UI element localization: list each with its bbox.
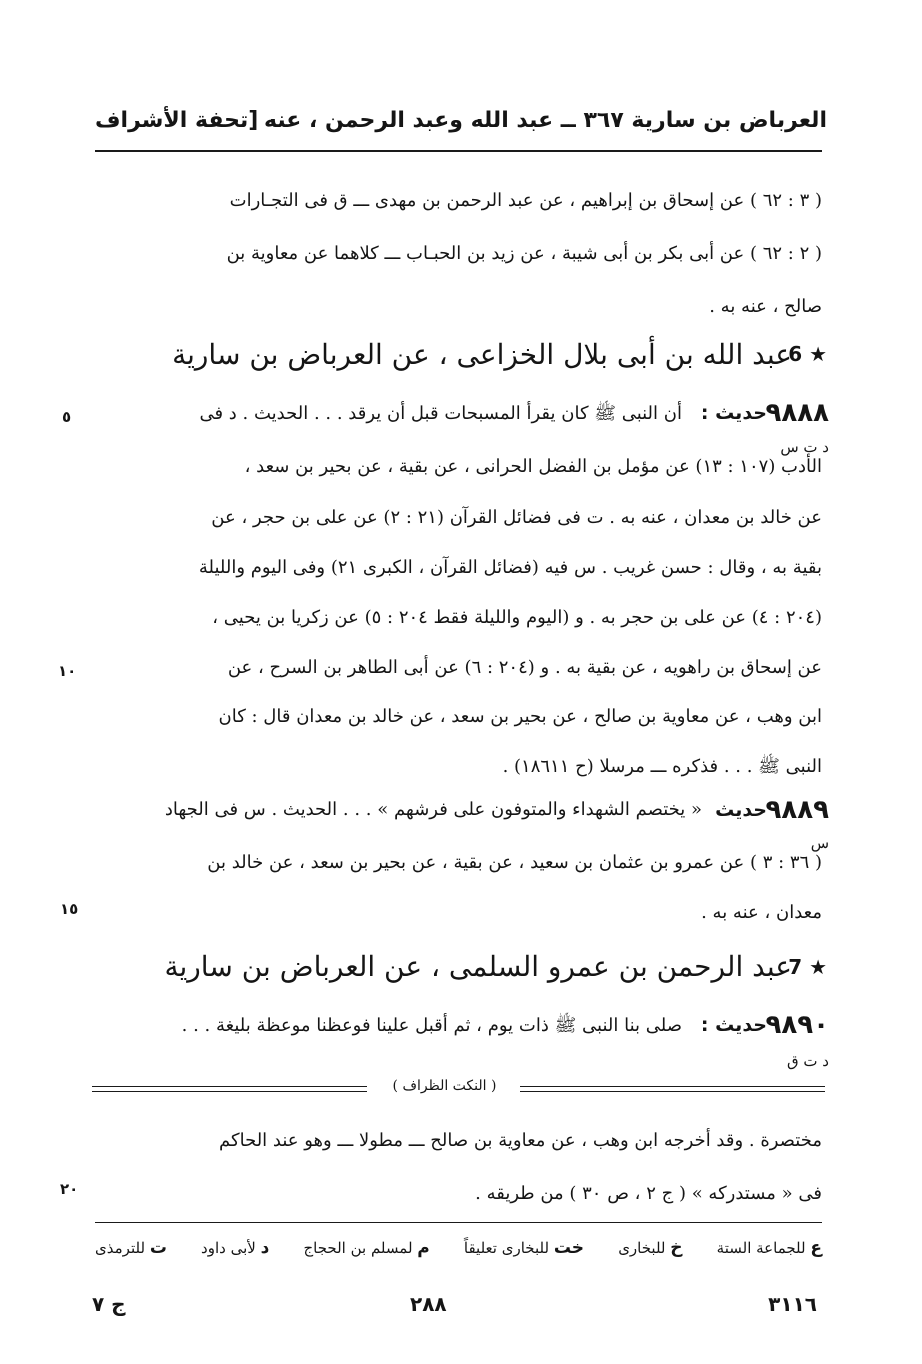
hadith-text: صلى بنا النبى ﷺ ذات يوم ، ثم أقبل علينا فوعظنا موعظة بليغة . . . (181, 1015, 682, 1036)
hadith-text: « يختصم الشهداء والمتوفون على فرشهم » . . . الحديث . س فى الجهاد (164, 799, 702, 820)
hadith-number: ٩٨٨٩ (765, 795, 829, 825)
line-number-margin: ١٥ (60, 900, 79, 918)
hadith-number: ٩٨٩٠ (765, 1010, 829, 1040)
hadith-sigla: س (810, 834, 829, 852)
text-line: (٢٠٤ : ٤) عن على بن حجر به . و (اليوم والليلة فقط ٢٠٤ : ٥) عن زكريا بن يحيى ، (212, 607, 822, 628)
header-rule (95, 150, 822, 152)
text-line: ( ٢ : ٦٢ ) عن أبى بكر بن أبى شيبة ، عن زيد بن الحبـاب ـــ كلاهما عن معاوية بن (226, 243, 822, 264)
hadith-sigla: د ت س (780, 438, 829, 456)
text-line: صالح ، عنه به . (709, 296, 822, 317)
section-heading: عبد الرحمن بن عمرو السلمى ، عن العرباض بن سارية (164, 950, 792, 983)
abbreviations-rule (95, 1222, 822, 1223)
nukat-divider-left (92, 1091, 367, 1092)
text-line: ( ٣٦ : ٣ ) عن عمرو بن عثمان بن سعيد ، عن بقية ، عن بحير بن سعد ، عن خالد بن (207, 852, 822, 873)
text-line: النبى ﷺ . . . فذكره ـــ مرسلا (ح ١٨٦١١) . (502, 756, 822, 777)
abbreviation-item: ت للترمذى (95, 1238, 167, 1258)
line-number-margin: ٢٠ (60, 1180, 79, 1198)
abbreviation-item: خ للبخارى (618, 1238, 683, 1258)
abbreviation-item: ع للجماعة الستة (716, 1238, 822, 1258)
text-line: ابن وهب ، عن معاوية بن صالح ، عن بحير بن سعد ، عن خالد بن معدان قال : كان (218, 706, 822, 727)
hadith-label: حديث (715, 799, 767, 821)
nukat-title: ( النكت الظراف ) (392, 1078, 497, 1094)
nukat-line: فى « مستدركه » ( ج ٢ ، ص ٣٠ ) من طريقه . (475, 1183, 822, 1204)
text-line: الأدب (١٠٧ : ١٣) عن مؤمل بن الفضل الحرانى ، عن بقية ، عن بحير بن سعد ، (244, 456, 822, 477)
hadith-number: ٩٨٨٨ (765, 398, 829, 428)
hadith-text: أن النبى ﷺ كان يقرأ المسبحات قبل أن يرقد . . . الحديث . د فى (199, 403, 682, 424)
text-line: معدان ، عنه به . (701, 902, 822, 923)
section-marker: 7 ★ (788, 955, 827, 979)
text-line: بقية به ، وقال : حسن غريب . س فيه (فضائل القرآن ، الكبرى ٢١) وفى اليوم والليلة (198, 557, 822, 578)
running-header-left: [تحفة الأشراف (95, 108, 259, 133)
hadith-sigla: د ت ق (787, 1052, 829, 1070)
abbreviation-item: د لأبى داود (201, 1238, 270, 1258)
text-line: ( ٣ : ٦٢ ) عن إسحاق بن إبراهيم ، عن عبد الرحمن بن مهدى ـــ ق فى التجـارات (229, 190, 822, 211)
section-marker: 6 ★ (788, 342, 827, 366)
nukat-divider-right (520, 1086, 825, 1087)
nukat-line: مختصرة . وقد أخرجه ابن وهب ، عن معاوية بن صالح ـــ مطولا ـــ وهو عند الحاكم (219, 1130, 822, 1151)
nukat-divider-left (92, 1086, 367, 1087)
text-line: عن خالد بن معدان ، عنه به . ت فى فضائل القرآن (٢١ : ٢) عن على بن حجر ، عن (211, 507, 822, 528)
text-line: عن إسحاق بن راهويه ، عن بقية به . و (٢٠٤ : ٦) عن أبى الطاهر بن السرح ، عن (227, 657, 822, 678)
line-number-margin: ٥ (62, 408, 72, 426)
abbreviations-line (95, 1238, 822, 1258)
abbreviation-item: خت للبخارى تعليقاً (463, 1238, 585, 1258)
hadith-label: حديث : (700, 402, 767, 424)
footer-reference-number: ٣١١٦ (768, 1292, 817, 1316)
hadith-label: حديث : (700, 1014, 767, 1036)
volume-number: ج ٧ (92, 1292, 126, 1316)
nukat-divider-right (520, 1091, 825, 1092)
line-number-margin: ١٠ (58, 662, 77, 680)
page-number: ٢٨٨ (410, 1292, 447, 1316)
running-header-right: العرباض بن سارية ٣٦٧ ــ عبد الله وعبد الرحمن ، عنه (263, 108, 827, 133)
abbreviation-item: م لمسلم بن الحجاج (303, 1238, 430, 1258)
section-heading: عبد الله بن أبى بلال الخزاعى ، عن العرباض بن سارية (172, 338, 792, 371)
